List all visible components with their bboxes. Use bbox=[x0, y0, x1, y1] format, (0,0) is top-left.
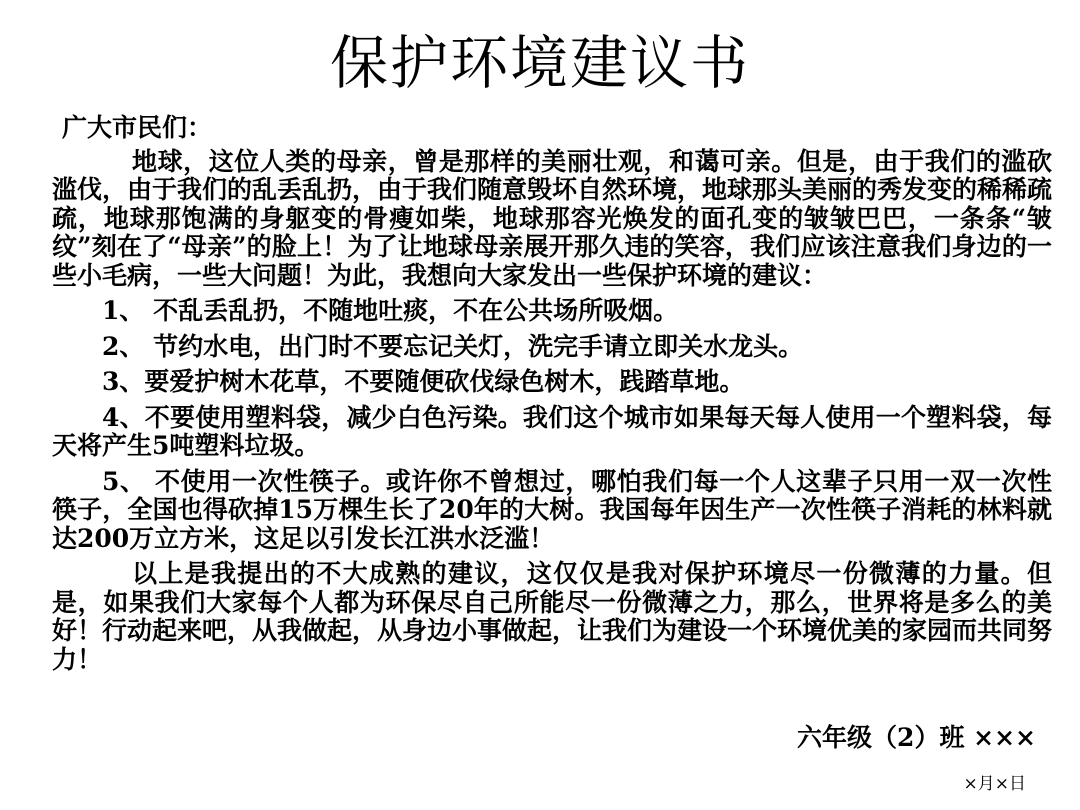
salutation: 广大市民们： bbox=[62, 113, 213, 142]
suggestion-5: 5、 不使用一次性筷子。或许你不曾想过，哪怕我们每一个人这辈子只用一双一次性筷子，全国也得砍掉15万棵生长了20年的大树。我国每年因生产一次性筷子消耗的林料就达200万立方米，这足以引发长江洪水泛滥！ bbox=[52, 466, 1052, 553]
date: ×月×日 bbox=[963, 774, 1026, 794]
suggestion-1: 1、 不乱丢乱扔，不随地吐痰，不在公共场所吸烟。 bbox=[102, 296, 679, 325]
suggestion-2: 2、 节约水电，出门时不要忘记关灯，洗完手请立即关水龙头。 bbox=[102, 331, 804, 361]
conclusion-paragraph: 以上是我提出的不大成熟的建议，这仅仅是我对保护环境尽一份微薄的力量。但是，如果我们大家每个人都为环保尽自己所能尽一份微薄之力，那么，世界将是多么的美好！行动起来吧，从我做起，从身边小事做起，让我们为建设一个环境优美的家园而共同努力！ bbox=[52, 559, 1053, 674]
suggestion-3: 3、要爱护树木花草，不要随便砍伐绿色树木，践踏草地。 bbox=[102, 367, 745, 396]
document-title: 保护环境建议书 bbox=[329, 29, 750, 97]
intro-paragraph: 地球，这位人类的母亲，曾是那样的美丽壮观，和蔼可亲。但是，由于我们的滥砍滥伐，由于我们的乱丢乱扔，由于我们随意毁坏自然环境，地球那头美丽的秀发变的稀稀疏疏，地球那饱满的身躯变的骨瘦如柴，地球那容光焕发的面孔变的皱皱巴巴，一条条“皱纹”刻在了“母亲”的脸上！为了让地球母亲展开那久违的笑容，我们应该注意我们身边的一些小毛病，一些大问题！为此，我想向大家发出一些保护环境的建议： bbox=[52, 146, 1053, 290]
letter-body bbox=[52, 114, 1052, 674]
signature: 六年级（2）班 ××× bbox=[797, 723, 1036, 752]
suggestion-4: 4、不要使用塑料袋，减少白色污染。我们这个城市如果每天每人使用一个塑料袋，每天将产生5吨塑料垃圾。 bbox=[52, 402, 1052, 460]
